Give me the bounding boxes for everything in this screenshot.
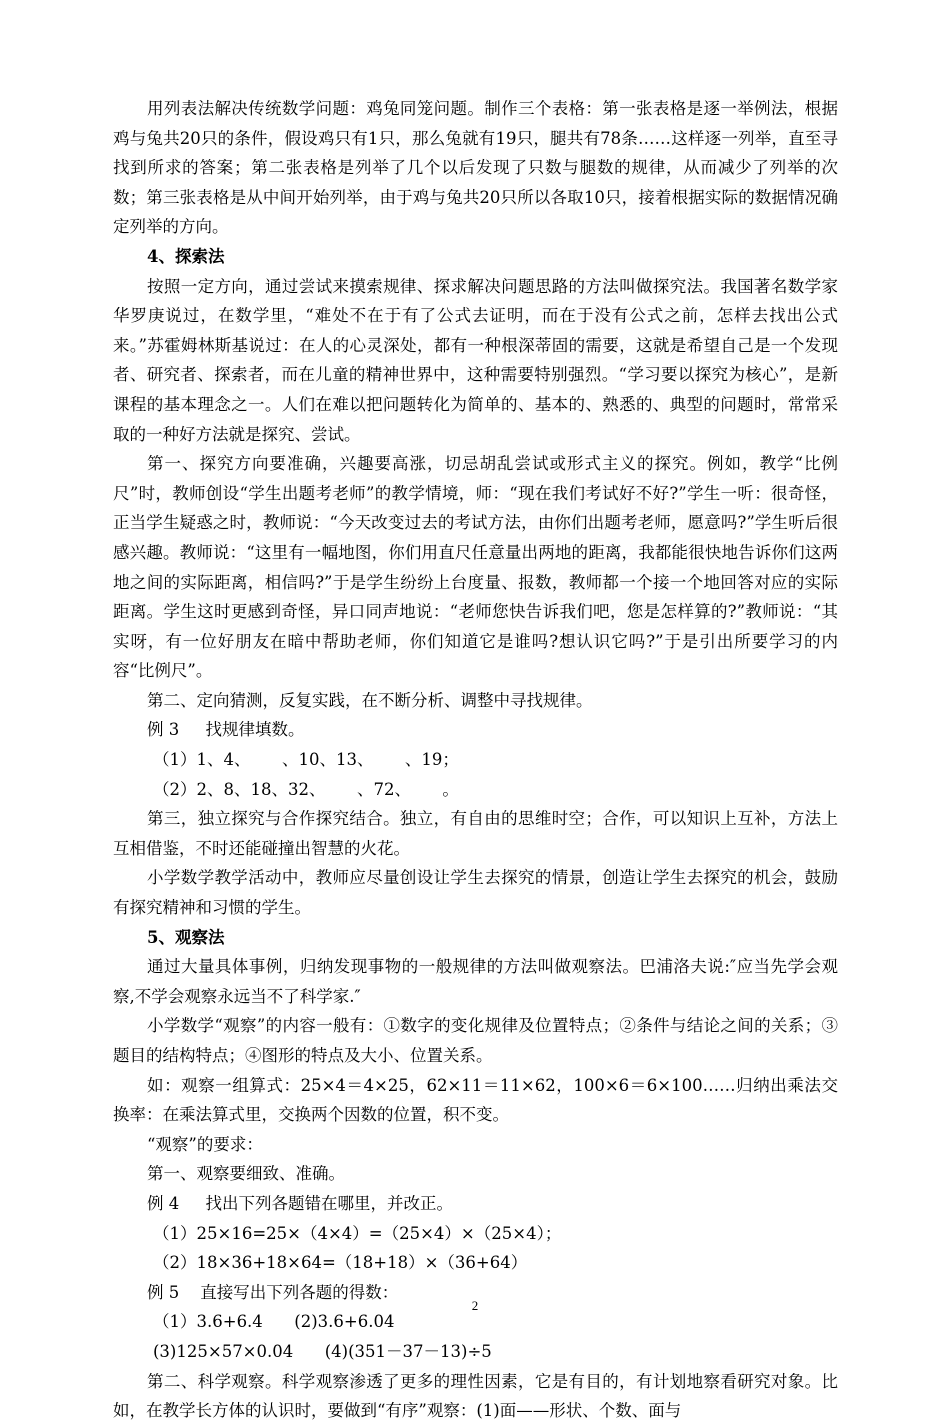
heading-observation-method: 5、观察法 bbox=[147, 927, 225, 947]
paragraph-observation-requirements: “观察”的要求： bbox=[147, 1134, 263, 1154]
paragraph-first-careful: 第一、观察要细致、准确。 bbox=[147, 1164, 345, 1184]
heading-exploration-method: 4、探索法 bbox=[147, 246, 225, 266]
example-4-title: 例 4 找出下列各题错在哪里，并改正。 bbox=[147, 1193, 453, 1213]
document-page bbox=[113, 94, 838, 1426]
paragraph-observation-content: 小学数学“观察”的内容一般有：①数字的变化规律及位置特点；②条件与结论之间的关系；③题目的结构特点；④图形的特点及大小、位置关系。 bbox=[113, 1016, 838, 1065]
paragraph-observation-example: 如：观察一组算式：25×4＝4×25，62×11＝11×62，100×6＝6×100……归纳出乘法交换率：在乘法算式里，交换两个因数的位置，积不变。 bbox=[113, 1075, 838, 1125]
paragraph-first-direction: 第一、探究方向要准确，兴趣要高涨，切忌胡乱尝试或形式主义的探究。例如，教学“比例尺”时，教师创设“学生出题考老师”的教学情境，师：“现在我们考试好不好?”学生一听：很奇怪，正当学生疑惑之时，教师说：“今天改变过去的考试方法，由你们出题考老师，愿意吗?”学生听后很感兴趣。教师说：“这里有一幅地图，你们用直尺任意量出两地的距离，我都能很快地告诉你们这两地之间的实际距离，相信吗?”于是学生纷纷上台度量、报数，教师都一个接一个地回答对应的实际距离。学生这时更感到奇怪，异口同声地说：“老师您快告诉我们吧，您是怎样算的?”教师说：“其实呀，有一位好朋友在暗中帮助老师，你们知道它是谁吗?想认识它吗?”于是引出所要学习的内容“比例尺”。 bbox=[113, 454, 838, 681]
example-5-item-1: （1）3.6+6.4 (2)3.6+6.04 bbox=[153, 1312, 395, 1332]
paragraph-scientific-observation: 第二、科学观察。科学观察渗透了更多的理性因素，它是有目的，有计划地察看研究对象。比如，在教学长方体的认识时，要做到“有序”观察：(1)面——形状、个数、面与 bbox=[113, 1371, 838, 1421]
paragraph-teaching-activity: 小学数学教学活动中，教师应尽量创设让学生去探究的情景，创造让学生去探究的机会，鼓励有探究精神和习惯的学生。 bbox=[113, 868, 838, 918]
example-3-title: 例 3 找规律填数。 bbox=[147, 720, 305, 740]
page-number: 2 bbox=[471, 1298, 479, 1313]
example-3-item-1: （1）1、4、 、10、13、 、19； bbox=[153, 750, 459, 770]
example-4-item-1: （1）25×16=25×（4×4）=（25×4）×（25×4）； bbox=[153, 1223, 562, 1243]
paragraph-third-cooperation: 第三，独立探究与合作探究结合。独立，有自由的思维时空；合作，可以知识上互补，方法上互相借鉴，不时还能碰撞出智慧的火花。 bbox=[113, 809, 838, 858]
paragraph-exploration-intro: 按照一定方向，通过尝试来摸索规律、探求解决问题思路的方法叫做探究法。我国著名数学家华罗庚说过，在数学里，“难处不在于有了公式去证明，而在于没有公式之前，怎样去找出公式来。”苏霍姆林斯基说过：在人的心灵深处，都有一种根深蒂固的需要，这就是希望自己是一个发现者、研究者、探索者，而在儿童的精神世界中，这种需要特别强烈。“学习要以探究为核心”，是新课程的基本理念之一。人们在难以把问题转化为简单的、基本的、熟悉的、典型的问题时，常常采取的一种好方法就是探究、尝试。 bbox=[113, 276, 838, 444]
paragraph-second-guess: 第二、定向猜测，反复实践，在不断分析、调整中寻找规律。 bbox=[147, 690, 593, 710]
paragraph-chicken-rabbit: 用列表法解决传统数学问题：鸡兔同笼问题。制作三个表格：第一张表格是逐一举例法，根据鸡与兔共20只的条件，假设鸡只有1只，那么兔就有19只，腿共有78条……这样逐一列举，直至寻找到所求的答案；第二张表格是列举了几个以后发现了只数与腿数的规律，从而减少了列举的次数；第三张表格是从中间开始列举，由于鸡与兔共20只所以各取10只，接着根据实际的数据情况确定列举的方向。 bbox=[113, 99, 838, 237]
paragraph-observation-intro: 通过大量具体事例，归纳发现事物的一般规律的方法叫做观察法。巴浦洛夫说:″应当先学会观察,不学会观察永远当不了科学家.″ bbox=[113, 957, 838, 1006]
example-4-item-2: （2）18×36+18×64=（18+18）×（36+64） bbox=[153, 1253, 528, 1273]
example-5-item-2: (3)125×57×0.04 (4)(351－37－13)÷5 bbox=[153, 1341, 492, 1361]
example-5-title: 例 5 直接写出下列各题的得数： bbox=[147, 1282, 399, 1302]
example-3-item-2: （2）2、8、18、32、 、72、 。 bbox=[153, 779, 459, 799]
